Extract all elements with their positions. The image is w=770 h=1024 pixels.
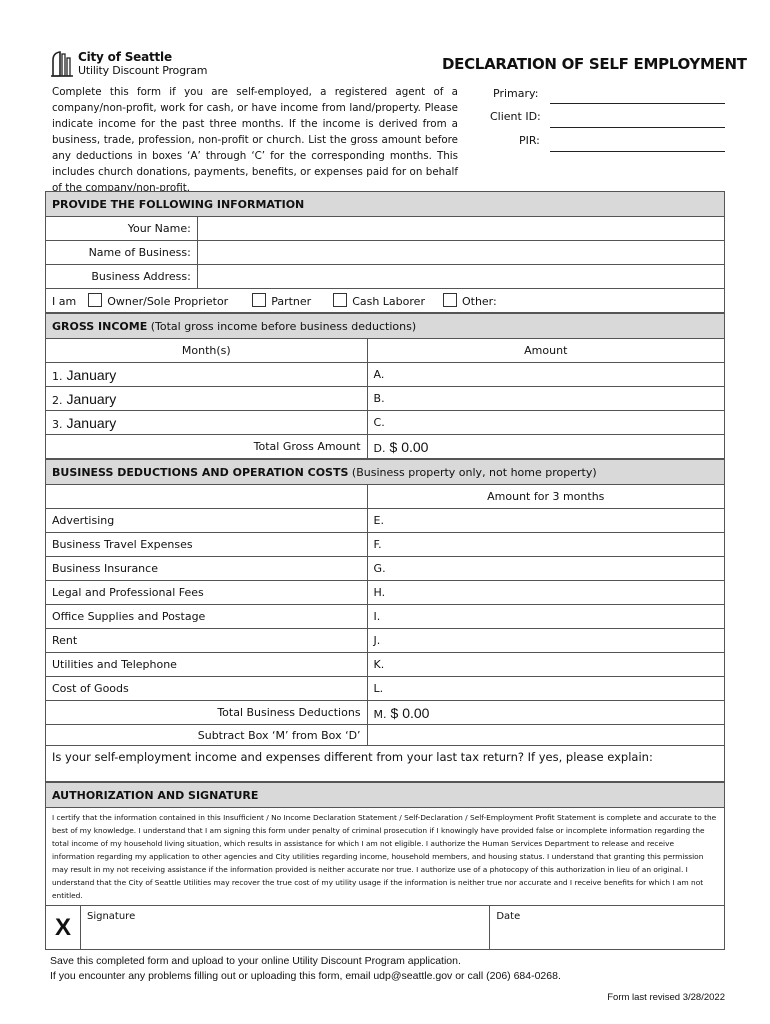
gross-income-header	[46, 314, 725, 339]
primary-label: Primary:	[493, 87, 539, 100]
box-e-label: E.	[373, 514, 384, 527]
cost-of-goods-label: Cost of Goods	[46, 677, 368, 701]
owner-label: Owner/Sole Proprietor	[107, 295, 229, 308]
rent-label: Rent	[46, 629, 368, 653]
deductions-subtitle: (Business property only, not home property)	[348, 465, 597, 479]
partner-label: Partner	[271, 295, 312, 308]
amount-b-field[interactable]	[367, 387, 724, 411]
deduction-row	[46, 629, 725, 653]
deduction-row	[46, 605, 725, 629]
utilities-label: Utilities and Telephone	[46, 653, 368, 677]
month-row	[46, 363, 725, 387]
month-row	[46, 411, 725, 435]
certification-text: I certify that the information contained in this Insufficient / No Income Declaration Statement / Self-Declaration / Self-Employment Profit Statement is complete and accurate to the best of my knowledge. I understand that I am signing this form under penalty of criminal prosecution if I knowingly have provided false or incomplete information regarding the total income of my household living situation, which results in assistance for which I am not eligible. I authorize the Human Services Department to release and receive information regarding my application to other agencies and City utilities regarding income, household members, and housing status. I understand that granting this permission may result in my not receiving assistance if the information provided is neither accurate nor true. I authorize use of a photocopy of this authorization in lieu of an original. I understand that the City of Seattle Utilities may recover the true cost of my utility usage if the information is neither true nor accurate and I receive benefits for which I am not entitled.	[46, 808, 725, 906]
business-name-field[interactable]	[197, 241, 724, 265]
month-2-number: 2.	[52, 393, 63, 407]
pir-field[interactable]	[550, 151, 725, 152]
cash-laborer-checkbox[interactable]	[333, 293, 347, 307]
signature-label: Signature	[86, 911, 136, 922]
tax-return-question[interactable]: Is your self-employment income and expenses different from your last tax return? If yes, please explain:	[46, 746, 725, 782]
primary-field[interactable]	[550, 103, 725, 104]
gross-income-subtitle: (Total gross income before business deductions)	[147, 319, 417, 333]
month-row	[46, 387, 725, 411]
client-id-label: Client ID:	[490, 110, 541, 123]
box-k-label: K.	[373, 658, 385, 671]
box-g-label: G.	[373, 562, 386, 575]
gross-income-table	[45, 313, 725, 459]
month-2-value: January	[66, 390, 117, 407]
other-label: Other:	[461, 295, 497, 308]
box-b-label: B.	[373, 392, 385, 405]
business-address-field[interactable]	[197, 265, 724, 289]
legal-fees-label: Legal and Professional Fees	[46, 581, 368, 605]
other-checkbox[interactable]	[443, 293, 457, 307]
office-supplies-label: Office Supplies and Postage	[46, 605, 368, 629]
info-table	[45, 191, 725, 313]
date-label: Date	[496, 911, 521, 922]
advertising-label: Advertising	[46, 509, 368, 533]
amount-j-field[interactable]	[367, 629, 724, 653]
travel-expenses-label: Business Travel Expenses	[46, 533, 368, 557]
amount-e-field[interactable]	[367, 509, 724, 533]
intro-paragraph: Complete this form if you are self-employed, a registered agent of a company/non-profit, work for cash, or have income from land/property. Please indicate income for the past three months. If the income is derived from a business, trade, profession, non-profit or church. List the gross amount before any deductions in boxes ‘A’ through ‘C’ for the corresponding months. This includes church donations, payments, benefits, or expenses paid for on behalf of the company/non-profit.	[52, 86, 458, 194]
subtract-label: Subtract Box ‘M’ from Box ‘D’	[46, 725, 368, 746]
city-logo	[50, 48, 220, 80]
month-1-value: January	[66, 366, 117, 383]
deductions-table	[45, 459, 725, 782]
box-c-label: C.	[373, 416, 385, 429]
box-f-label: F.	[373, 538, 382, 551]
month-1-number: 1.	[52, 369, 63, 383]
business-name-label: Name of Business:	[46, 241, 198, 265]
insurance-label: Business Insurance	[46, 557, 368, 581]
i-am-label: I am	[52, 295, 77, 308]
cash-laborer-label: Cash Laborer	[352, 295, 425, 308]
info-section-header: PROVIDE THE FOLLOWING INFORMATION	[46, 192, 725, 217]
deduction-row	[46, 557, 725, 581]
authorization-table	[45, 782, 725, 950]
form-grid	[45, 191, 725, 950]
amount-k-field[interactable]	[367, 653, 724, 677]
box-l-label: L.	[373, 682, 384, 695]
total-deductions-value: $ 0.00	[390, 704, 430, 721]
pir-label: PIR:	[519, 134, 540, 147]
deductions-title: BUSINESS DEDUCTIONS AND OPERATION COSTS	[52, 465, 349, 479]
client-id-field[interactable]	[550, 127, 725, 128]
signature-x-mark: X	[46, 906, 81, 950]
month-3-value: January	[66, 414, 117, 431]
month-2-select[interactable]	[46, 387, 368, 411]
amount-3-months-header: Amount for 3 months	[367, 485, 724, 509]
amount-i-field[interactable]	[367, 605, 724, 629]
date-field[interactable]	[490, 906, 725, 950]
form-revision-date: Form last revised 3/28/2022	[607, 992, 725, 1003]
deduction-row	[46, 533, 725, 557]
amount-l-field[interactable]	[367, 677, 724, 701]
city-seal-icon	[50, 50, 74, 78]
deduction-row	[46, 653, 725, 677]
amount-h-field[interactable]	[367, 581, 724, 605]
month-1-select[interactable]	[46, 363, 368, 387]
partner-checkbox[interactable]	[252, 293, 266, 307]
deduction-row	[46, 509, 725, 533]
employment-type-row	[46, 289, 725, 313]
months-column-header: Month(s)	[46, 339, 368, 363]
footer-contact-info: If you encounter any problems filling out or uploading this form, email udp@seattle.gov or call (206) 684-0268.	[50, 970, 561, 982]
net-income-field[interactable]	[367, 725, 724, 746]
total-deductions-field	[367, 701, 724, 725]
authorization-header: AUTHORIZATION AND SIGNATURE	[46, 783, 725, 808]
month-3-number: 3.	[52, 417, 63, 431]
deduction-row	[46, 677, 725, 701]
box-i-label: I.	[373, 610, 381, 623]
amount-c-field[interactable]	[367, 411, 724, 435]
box-h-label: H.	[373, 586, 386, 599]
logo-city-name: City of Seattle	[78, 50, 172, 64]
amount-a-field[interactable]	[367, 363, 724, 387]
deduction-row	[46, 581, 725, 605]
your-name-field[interactable]	[197, 217, 724, 241]
owner-checkbox[interactable]	[88, 293, 102, 307]
form-title: DECLARATION OF SELF EMPLOYMENT	[442, 55, 747, 73]
box-a-label: A.	[373, 368, 385, 381]
box-m-label: M.	[373, 707, 387, 721]
amount-column-header: Amount	[367, 339, 724, 363]
deductions-blank-header	[46, 485, 368, 509]
total-deductions-label: Total Business Deductions	[46, 701, 368, 725]
total-gross-label: Total Gross Amount	[46, 435, 368, 459]
amount-g-field[interactable]	[367, 557, 724, 581]
your-name-label: Your Name:	[46, 217, 198, 241]
month-3-select[interactable]	[46, 411, 368, 435]
logo-program-name: Utility Discount Program	[78, 64, 208, 77]
total-gross-value: $ 0.00	[389, 438, 429, 455]
business-address-label: Business Address:	[46, 265, 198, 289]
box-d-label: D.	[373, 441, 386, 455]
box-j-label: J.	[373, 634, 381, 647]
footer-upload-instructions: Save this completed form and upload to your online Utility Discount Program application.	[50, 955, 461, 967]
signature-field[interactable]	[80, 906, 489, 950]
total-gross-field	[367, 435, 724, 459]
amount-f-field[interactable]	[367, 533, 724, 557]
gross-income-title: GROSS INCOME	[52, 319, 148, 333]
deductions-header	[46, 460, 725, 485]
